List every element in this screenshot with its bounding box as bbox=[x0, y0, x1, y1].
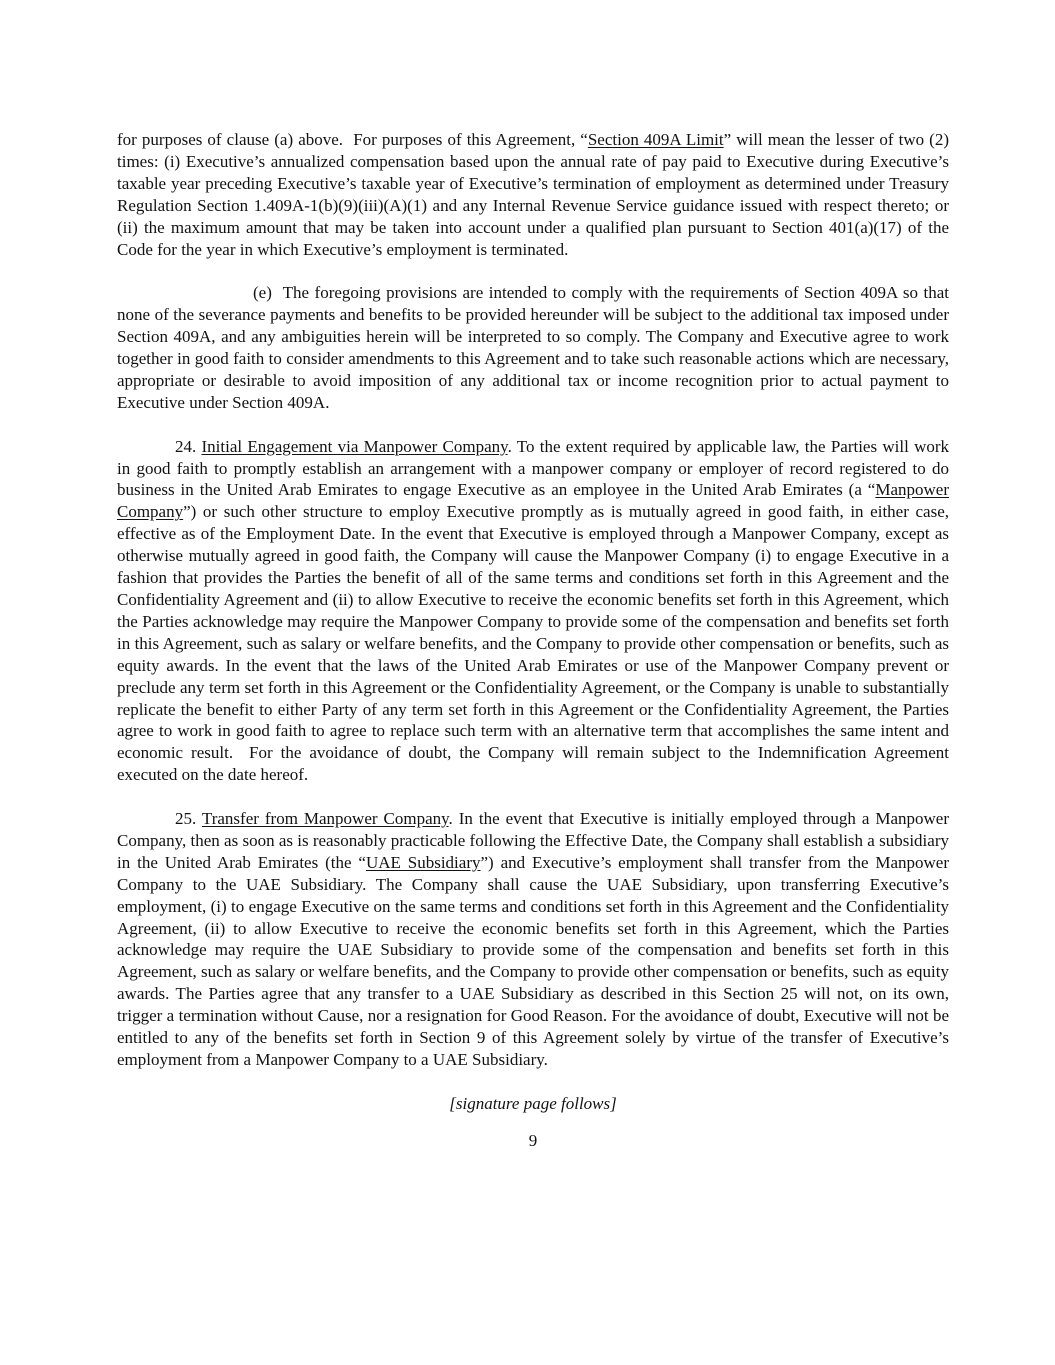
signature-page-note: [signature page follows] bbox=[449, 1093, 617, 1113]
text-run: ”) and Executive’s employment shall transfer from the Manpower Company to the UAE Subsidiary. The Company shall cause the UAE Subsidiary, upon transferring Executive’s employment, (i) to engage Executive on the same terms and conditions set forth in this Agreement and the Confidentiality Agreement, (ii) to allow Executive to receive the economic benefits set forth in this Agreement, which the Parties acknowledge may require the UAE Subsidiary to provide some of the compensation and benefits set forth in this Agreement, such as salary or welfare benefits, and the Company to provide other compensation or benefits, such as equity awards. The Parties agree that any transfer to a UAE Subsidiary as described in this Section 25 will not, on its own, trigger a termination without Cause, nor a resignation for Good Reason. For the avoidance of doubt, Executive will not be entitled to any of the benefits set forth in Section 9 of this Agreement solely by virtue of the transfer of Executive’s employment from a Manpower Company to a UAE Subsidiary. bbox=[117, 852, 950, 1070]
text-run: (e) The foregoing provisions are intended to comply with the requirements of Section 409A so that none of the severance payments and benefits to be provided hereunder will be subject to the additional tax imposed under Section 409A, and any ambiguities herein will be interpreted to so comply. The Company and Executive agree to work together in good faith to consider amendments to this Agreement and to take such reasonable actions which are necessary, appropriate or desirable to avoid imposition of any additional tax or income recognition prior to actual payment to Executive under Section 409A. bbox=[117, 283, 949, 412]
paragraph-24-initial-engagement bbox=[117, 436, 949, 787]
paragraph-409a-limit-definition bbox=[117, 129, 949, 260]
underlined-term: UAE Subsidiary bbox=[365, 852, 481, 872]
paragraph-e-409a-compliance bbox=[117, 282, 949, 413]
paragraph-25-transfer bbox=[117, 808, 949, 1071]
underlined-term: Manpower Company bbox=[117, 480, 949, 522]
underlined-term: Transfer from Manpower Company bbox=[201, 809, 449, 829]
underlined-term: Section 409A Limit bbox=[587, 130, 724, 149]
text-run: ” will mean the lesser of two (2) times: (i) Executive’s annualized compensation based upon the annual rate of pay paid to Executive during Executive’s taxable year preceding Executive’s taxable year of Executive’s termination of employment as determined under Treasury Regulation Section 1.409A-1(b)(9)(iii)(A)(1) and any Internal Revenue Service guidance issued with respect thereto; or (ii) the maximum amount that may be taken into account under a qualified plan pursuant to Section 401(a)(17) of the Code for the year in which Executive’s employment is terminated. bbox=[117, 130, 950, 259]
underlined-term: Initial Engagement via Manpower Company bbox=[201, 436, 508, 456]
text-run: for purposes of clause (a) above. For purposes of this Agreement, “ bbox=[117, 130, 588, 149]
page-number: 9 bbox=[528, 1130, 538, 1150]
text-run: 24. bbox=[175, 436, 202, 456]
text-run: . In the event that Executive is initially employed through a Manpower Company, then as soon as is reasonably practicable following the Effective Date, the Company shall establish a subsidiary in the United Arab Emirates (the “ bbox=[117, 809, 949, 872]
text-run: . To the extent required by applicable law, the Parties will work in good faith to promptly establish an arrangement with a manpower company or employer of record registered to do business in the United Arab Emirates to engage Executive as an employee in the United Arab Emirates (a “ bbox=[117, 436, 950, 500]
text-run: 25. bbox=[175, 809, 202, 829]
text-run: ”) or such other structure to employ Executive promptly as is mutually agreed in good faith, in either case, effective as of the Employment Date. In the event that Executive is employed through a Manpower Company, except as otherwise mutually agreed in good faith, the Company will cause the Manpower Company (i) to engage Executive in a fashion that provides the Parties the benefit of all of the same terms and conditions set forth in this Agreement and the Confidentiality Agreement and (ii) to allow Executive to receive the economic benefits set forth in this Agreement, which the Parties acknowledge may require the Manpower Company to provide some of the compensation and benefits set forth in this Agreement, such as salary or welfare benefits, and the Company to provide other compensation or benefits, such as equity awards. In the event that the laws of the United Arab Emirates or use of the Manpower Company prevent or preclude any term set forth in this Agreement or the Confidentiality Agreement, or the Company is unable to substantially replicate the benefit to either Party of any term set forth in this Agreement or the Confidentiality Agreement, the Parties agree to work in good faith to agree to replace such term with an alternative term that accomplishes the same intent and economic result. For the avoidance of doubt, the Company will remain subject to the Indemnification Agreement executed on the date hereof. bbox=[117, 502, 949, 785]
